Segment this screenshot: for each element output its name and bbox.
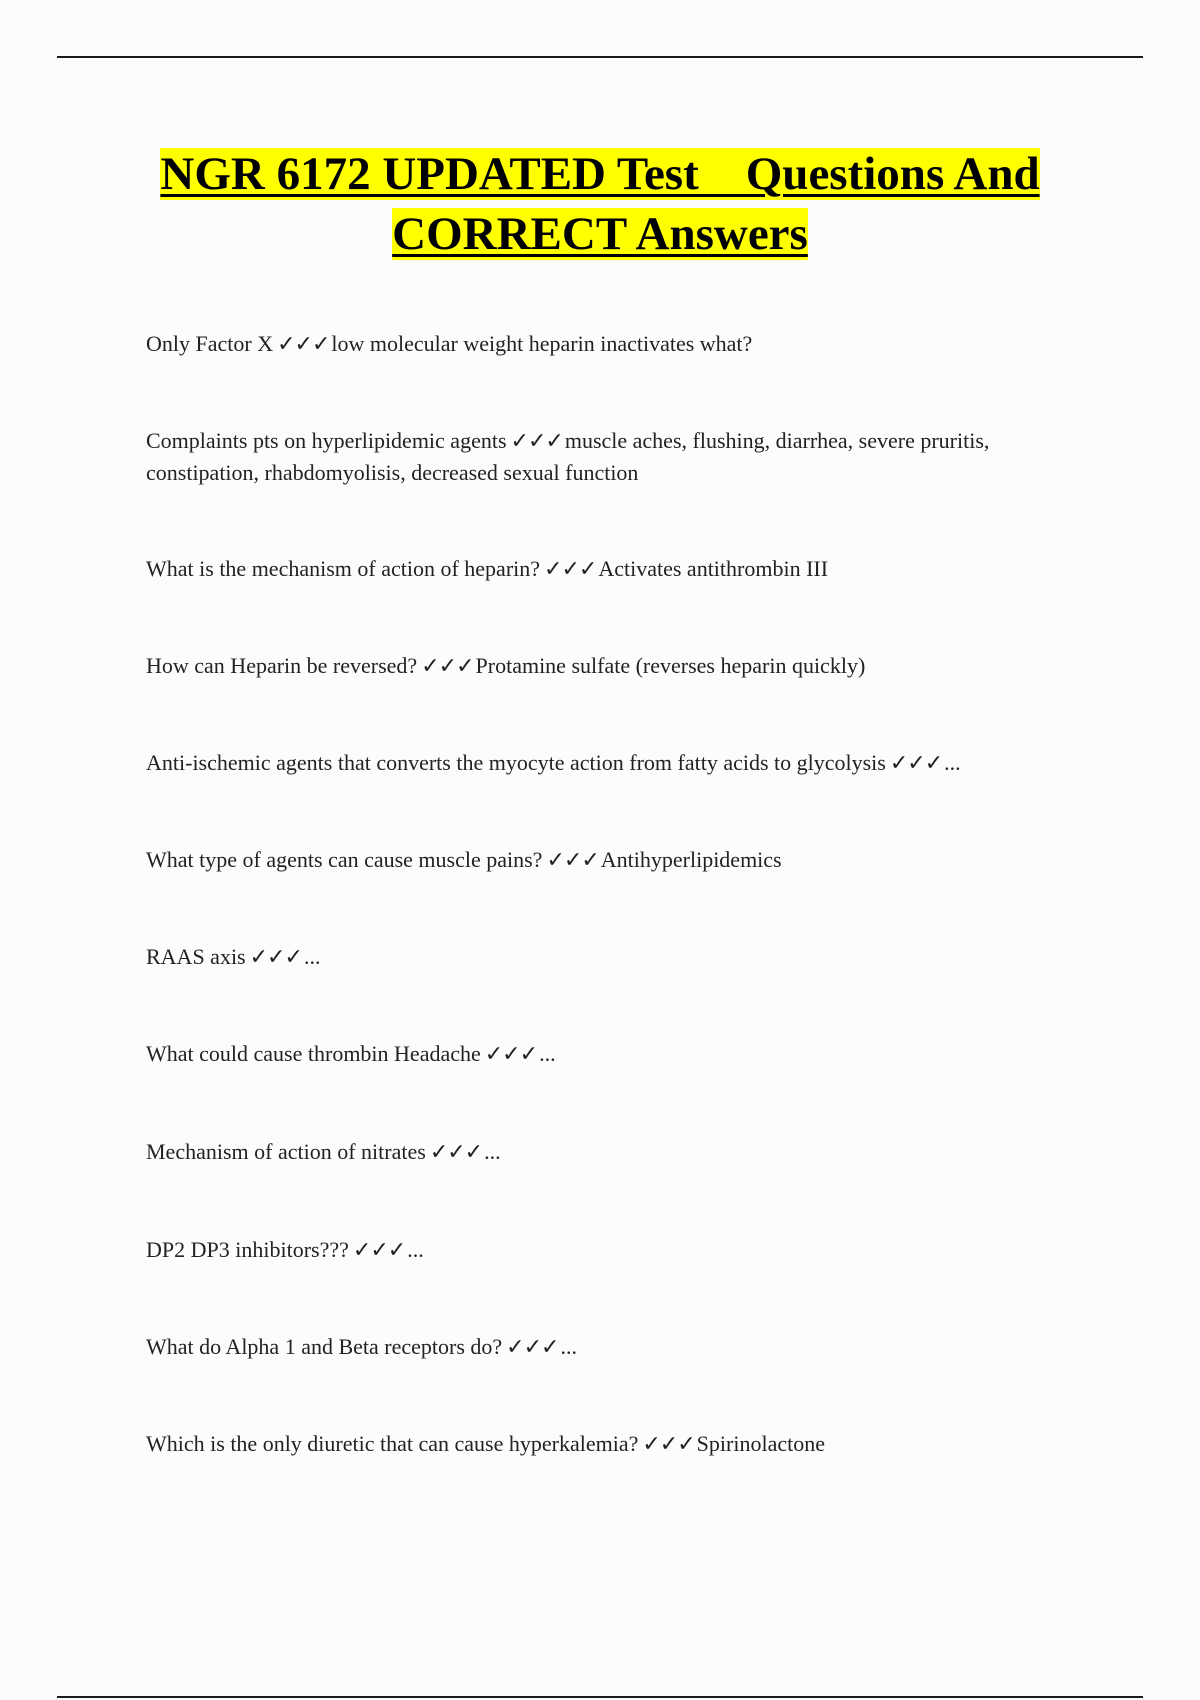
- answer-text: Activates antithrombin III: [598, 556, 829, 581]
- checkmark-icon: ✓✓✓: [484, 1042, 538, 1067]
- qa-item: [146, 553, 1076, 585]
- qa-item: [146, 1038, 1076, 1070]
- question-text: What do Alpha 1 and Beta receptors do?: [146, 1334, 503, 1359]
- question-text: DP2 DP3 inhibitors???: [146, 1237, 349, 1262]
- checkmark-icon: ✓✓✓: [889, 751, 943, 776]
- answer-text: muscle aches, flushing, diarrhea, severe pruritis, constipation, rhabdomyolisis, decreased sexual function: [146, 428, 990, 485]
- question-text: Mechanism of action of nitrates: [146, 1139, 426, 1164]
- qa-item: [146, 747, 1076, 779]
- question-text: What is the mechanism of action of heparin?: [146, 556, 541, 581]
- question-text: What could cause thrombin Headache: [146, 1041, 481, 1066]
- checkmark-icon: ✓✓✓: [546, 848, 599, 873]
- qa-item: [146, 1428, 1076, 1460]
- question-text: RAAS axis: [146, 944, 246, 969]
- qa-item: [146, 425, 1076, 488]
- qa-item: [146, 1136, 1076, 1168]
- answer-text: ...: [484, 1139, 501, 1164]
- answer-text: Antihyperlipidemics: [600, 847, 782, 872]
- title-line-1: NGR 6172 UPDATED Test Questions And: [160, 148, 1040, 200]
- title-line-2: CORRECT Answers: [392, 208, 808, 260]
- answer-text: ...: [407, 1237, 424, 1262]
- answer-text: ...: [560, 1334, 577, 1359]
- question-text: Which is the only diuretic that can cause hyperkalemia?: [146, 1431, 639, 1456]
- question-text: What type of agents can cause muscle pains?: [146, 847, 543, 872]
- answer-text: Spirinolactone: [696, 1431, 825, 1456]
- qa-item: [146, 1331, 1076, 1363]
- question-text: Only Factor X: [146, 331, 274, 356]
- checkmark-icon: ✓✓✓: [642, 1432, 695, 1457]
- question-text: Anti-ischemic agents that converts the myocyte action from fatty acids to glycolysis: [146, 750, 886, 775]
- answer-text: low molecular weight heparin inactivates what?: [331, 331, 753, 356]
- answer-text: ...: [303, 944, 321, 969]
- question-text: How can Heparin be reversed?: [146, 653, 418, 678]
- document-title: [100, 144, 1100, 264]
- qa-item: [146, 844, 1076, 876]
- top-rule: [57, 56, 1143, 58]
- qa-item: [146, 1234, 1076, 1266]
- qa-item: [146, 650, 1076, 682]
- answer-text: ...: [944, 750, 961, 775]
- qa-item: [146, 941, 1076, 973]
- checkmark-icon: ✓✓✓: [421, 654, 474, 679]
- qa-item: [146, 328, 1076, 360]
- checkmark-icon: ✓✓✓: [506, 1335, 559, 1360]
- checkmark-icon: ✓✓✓: [510, 429, 563, 454]
- checkmark-icon: ✓✓✓: [352, 1238, 406, 1263]
- answer-text: ...: [539, 1041, 556, 1066]
- checkmark-icon: ✓✓✓: [429, 1140, 483, 1165]
- bottom-rule: [57, 1696, 1143, 1698]
- checkmark-icon: ✓✓✓: [544, 557, 597, 582]
- checkmark-icon: ✓✓✓: [249, 945, 302, 970]
- answer-text: Protamine sulfate (reverses heparin quickly): [475, 653, 866, 678]
- checkmark-icon: ✓✓✓: [277, 332, 330, 357]
- question-text: Complaints pts on hyperlipidemic agents: [146, 428, 507, 453]
